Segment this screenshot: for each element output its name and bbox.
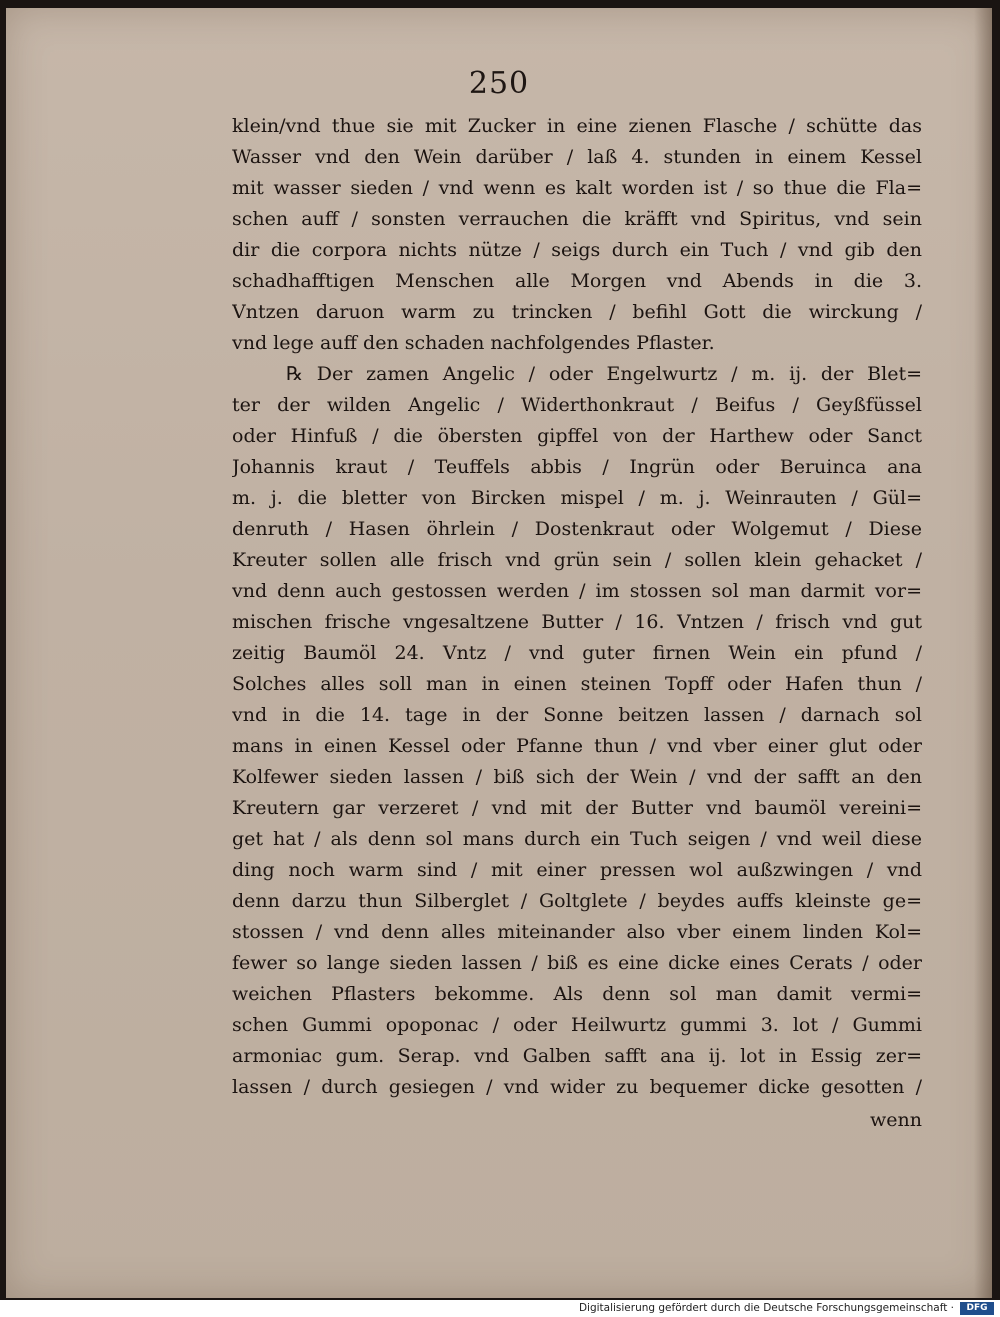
- text-line: m. j. die bletter von Bircken mispel / m. j. Weinrauten / Gül=: [232, 487, 922, 509]
- text-line: weichen Pflasters bekomme. Als denn sol man damit vermi=: [232, 983, 922, 1005]
- text-line: Wasser vnd den Wein darüber / laß 4. stunden in einem Kessel: [232, 146, 922, 168]
- text-line: fewer so lange sieden lassen / biß es eine dicke eines Cerats / oder: [232, 952, 922, 974]
- text-line: Vntzen daruon warm zu trincken / befihl Gott die wirckung /: [232, 301, 922, 323]
- text-line: Kolfewer sieden lassen / biß sich der Wein / vnd der safft an den: [232, 766, 922, 788]
- text-line: ter der wilden Angelic / Widerthonkraut / Beifus / Geyßfüssel: [232, 394, 922, 416]
- text-line: klein/vnd thue sie mit Zucker in eine zienen Flasche / schütte das: [232, 115, 922, 137]
- text-line: schadhafftigen Menschen alle Morgen vnd Abends in die 3.: [232, 270, 922, 292]
- book-page: [6, 8, 992, 1298]
- text-line: Johannis kraut / Teuffels abbis / Ingrün oder Beruinca ana: [232, 456, 922, 478]
- text-line: Solches alles soll man in einen steinen Topff oder Hafen thun /: [232, 673, 922, 695]
- text-line: Kreutern gar verzeret / vnd mit der Butter vnd baumöl vereini=: [232, 797, 922, 819]
- text-line: oder Hinfuß / die öbersten gipffel von der Harthew oder Sanct: [232, 425, 922, 447]
- text-line: vnd lege auff den schaden nachfolgendes Pflaster.: [232, 332, 715, 354]
- text-line: armoniac gum. Serap. vnd Galben safft ana ij. lot in Essig zer=: [232, 1045, 922, 1067]
- text-line: vnd in die 14. tage in der Sonne beitzen lassen / darnach sol: [232, 704, 922, 726]
- text-line: ding noch warm sind / mit einer pressen wol außzwingen / vnd: [232, 859, 922, 881]
- dfg-logo: DFG: [960, 1302, 994, 1315]
- text-line: mischen frische vngesaltzene Butter / 16. Vntzen / frisch vnd gut: [232, 611, 922, 633]
- digitization-footer: [0, 1300, 1000, 1317]
- text-line: Kreuter sollen alle frisch vnd grün sein / sollen klein gehacket /: [232, 549, 922, 571]
- text-line: dir die corpora nichts nütze / seigs durch ein Tuch / vnd gib den: [232, 239, 922, 261]
- text-line: schen auff / sonsten verrauchen die kräfft vnd Spiritus, vnd sein: [232, 208, 922, 230]
- text-line: zeitig Baumöl 24. Vntz / vnd guter firnen Wein ein pfund /: [232, 642, 922, 664]
- catchword: wenn: [870, 1109, 922, 1131]
- text-line: vnd denn auch gestossen werden / im stossen sol man darmit vor=: [232, 580, 922, 602]
- text-line: mit wasser sieden / vnd wenn es kalt worden ist / so thue die Fla=: [232, 177, 922, 199]
- page-edge-shadow: [974, 8, 992, 1298]
- text-line: mans in einen Kessel oder Pfanne thun / vnd vber einer glut oder: [232, 735, 922, 757]
- page-number: 250: [468, 66, 530, 101]
- text-line: denn darzu thun Silberglet / Goltglete / beydes auffs kleinste ge=: [232, 890, 922, 912]
- text-line: stossen / vnd denn alles miteinander also vber einem linden Kol=: [232, 921, 922, 943]
- text-block: [232, 110, 922, 1140]
- text-line: schen Gummi opoponac / oder Heilwurtz gummi 3. lot / Gummi: [232, 1014, 922, 1036]
- funding-credit: Digitalisierung gefördert durch die Deutsche Forschungsgemeinschaft ·: [578, 1302, 954, 1314]
- text-line: ℞ Der zamen Angelic / oder Engelwurtz / m. ij. der Blet=: [286, 363, 922, 385]
- text-line: get hat / als denn sol mans durch ein Tuch seigen / vnd weil diese: [232, 828, 922, 850]
- text-line: denruth / Hasen öhrlein / Dostenkraut oder Wolgemut / Diese: [232, 518, 922, 540]
- text-line: lassen / durch gesiegen / vnd wider zu bequemer dicke gesotten /: [232, 1076, 922, 1098]
